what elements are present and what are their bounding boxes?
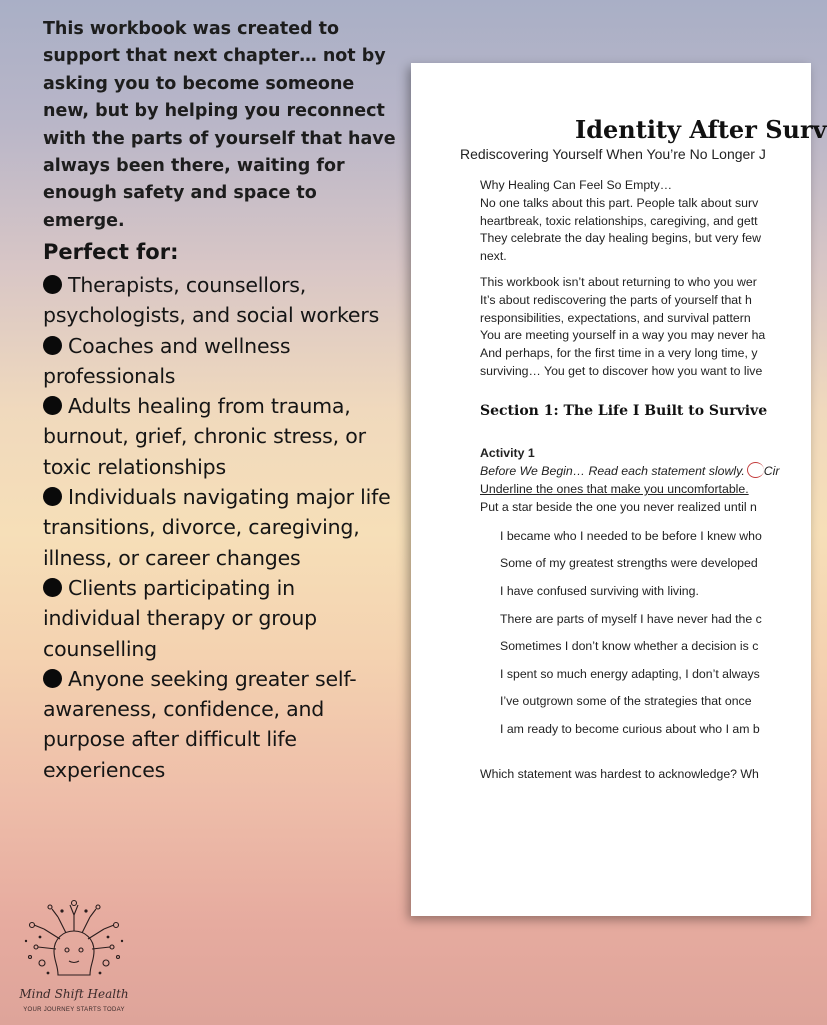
list-item: Therapists, counsellors, psychologists, and social workers <box>43 273 380 328</box>
list-item: Coaches and wellness professionals <box>43 333 291 388</box>
statement-item: Some of my greatest strengths were developed <box>500 556 758 571</box>
activity-instruction-underline: Underline the ones that make you uncomfortable. <box>480 482 749 497</box>
head-mind-icon <box>14 895 134 987</box>
reflection-question: Which statement was hardest to acknowledge? Wh <box>480 766 759 781</box>
brand-logo <box>14 895 134 1020</box>
statement-item: I am ready to become curious about who I am b <box>500 721 760 736</box>
activity-instruction-star: Put a star beside the one you never realized until n <box>480 499 757 514</box>
intro-line: always been there, waiting for <box>43 156 345 177</box>
intro-line: asking you to become someone <box>43 73 355 94</box>
list-item: Individuals navigating major life transitions, divorce, caregiving, illness, or career changes <box>43 485 391 570</box>
activity-label: Activity 1 <box>480 445 535 460</box>
bullet-icon <box>43 487 62 506</box>
statement-item: Sometimes I don’t know whether a decision is c <box>500 639 759 654</box>
activity-instruction: Before We Begin… Read each statement slowly. Cir <box>480 464 780 479</box>
brand-name: Mind Shift Health <box>19 987 129 1001</box>
list-item: Adults healing from trauma, burnout, grief, chronic stress, or toxic relationships <box>43 394 366 479</box>
intro-paragraph-2: This workbook isn’t about returning to who you wer It’s about rediscovering the parts of yourself that h responsibilities, expectations, and survival pattern You are meeting yourself in a way you may never ha And perhaps, for the first time in a very long time, y surviving… You get to discover how you want to live <box>480 274 766 378</box>
bullet-icon <box>43 578 62 597</box>
perfect-for-heading: Perfect for: <box>43 240 179 264</box>
intro-line: This workbook was created to <box>43 19 340 39</box>
statement-item: I spent so much energy adapting, I don’t always <box>500 666 760 681</box>
intro-paragraph-1: Why Healing Can Feel So Empty… No one talks about this part. People talk about surv heartbreak, toxic relationships, caregiving, and gett They celebrate the day healing begins, but very few next. <box>480 178 761 264</box>
circle-annotation-icon <box>747 462 764 478</box>
bullet-icon <box>43 669 62 688</box>
statement-item: I have confused surviving with living. <box>500 583 699 598</box>
statement-item: I became who I needed to be before I knew who <box>500 528 762 543</box>
statement-item: There are parts of myself I have never had the c <box>500 611 762 626</box>
document-body <box>480 177 820 783</box>
workbook-page-preview <box>411 63 827 916</box>
document-title: Identity After Surv <box>575 115 827 144</box>
intro-text <box>43 16 403 235</box>
brand-tagline: YOUR JOURNEY STARTS TODAY <box>23 1007 125 1013</box>
list-item: Anyone seeking greater self-awareness, confidence, and purpose after difficult life experiences <box>43 666 357 782</box>
intro-line: new, but by helping you reconnect <box>43 101 385 122</box>
statement-list <box>500 523 820 744</box>
section-heading: Section 1: The Life I Built to Survive <box>480 402 768 419</box>
bullet-icon <box>43 396 62 415</box>
intro-line: enough safety and space to emerge. <box>43 183 317 231</box>
statement-item: I’ve outgrown some of the strategies that once <box>500 694 752 709</box>
intro-line: with the parts of yourself that have <box>43 128 396 149</box>
intro-line: support that next chapter… not by <box>43 46 386 67</box>
list-item: Clients participating in individual therapy or group counselling <box>43 575 317 661</box>
bullet-icon <box>43 275 62 294</box>
bullet-icon <box>43 336 62 355</box>
document-subtitle: Rediscovering Yourself When You’re No Longer J <box>460 146 766 162</box>
perfect-for-section <box>43 238 393 785</box>
perfect-for-list <box>43 270 393 785</box>
